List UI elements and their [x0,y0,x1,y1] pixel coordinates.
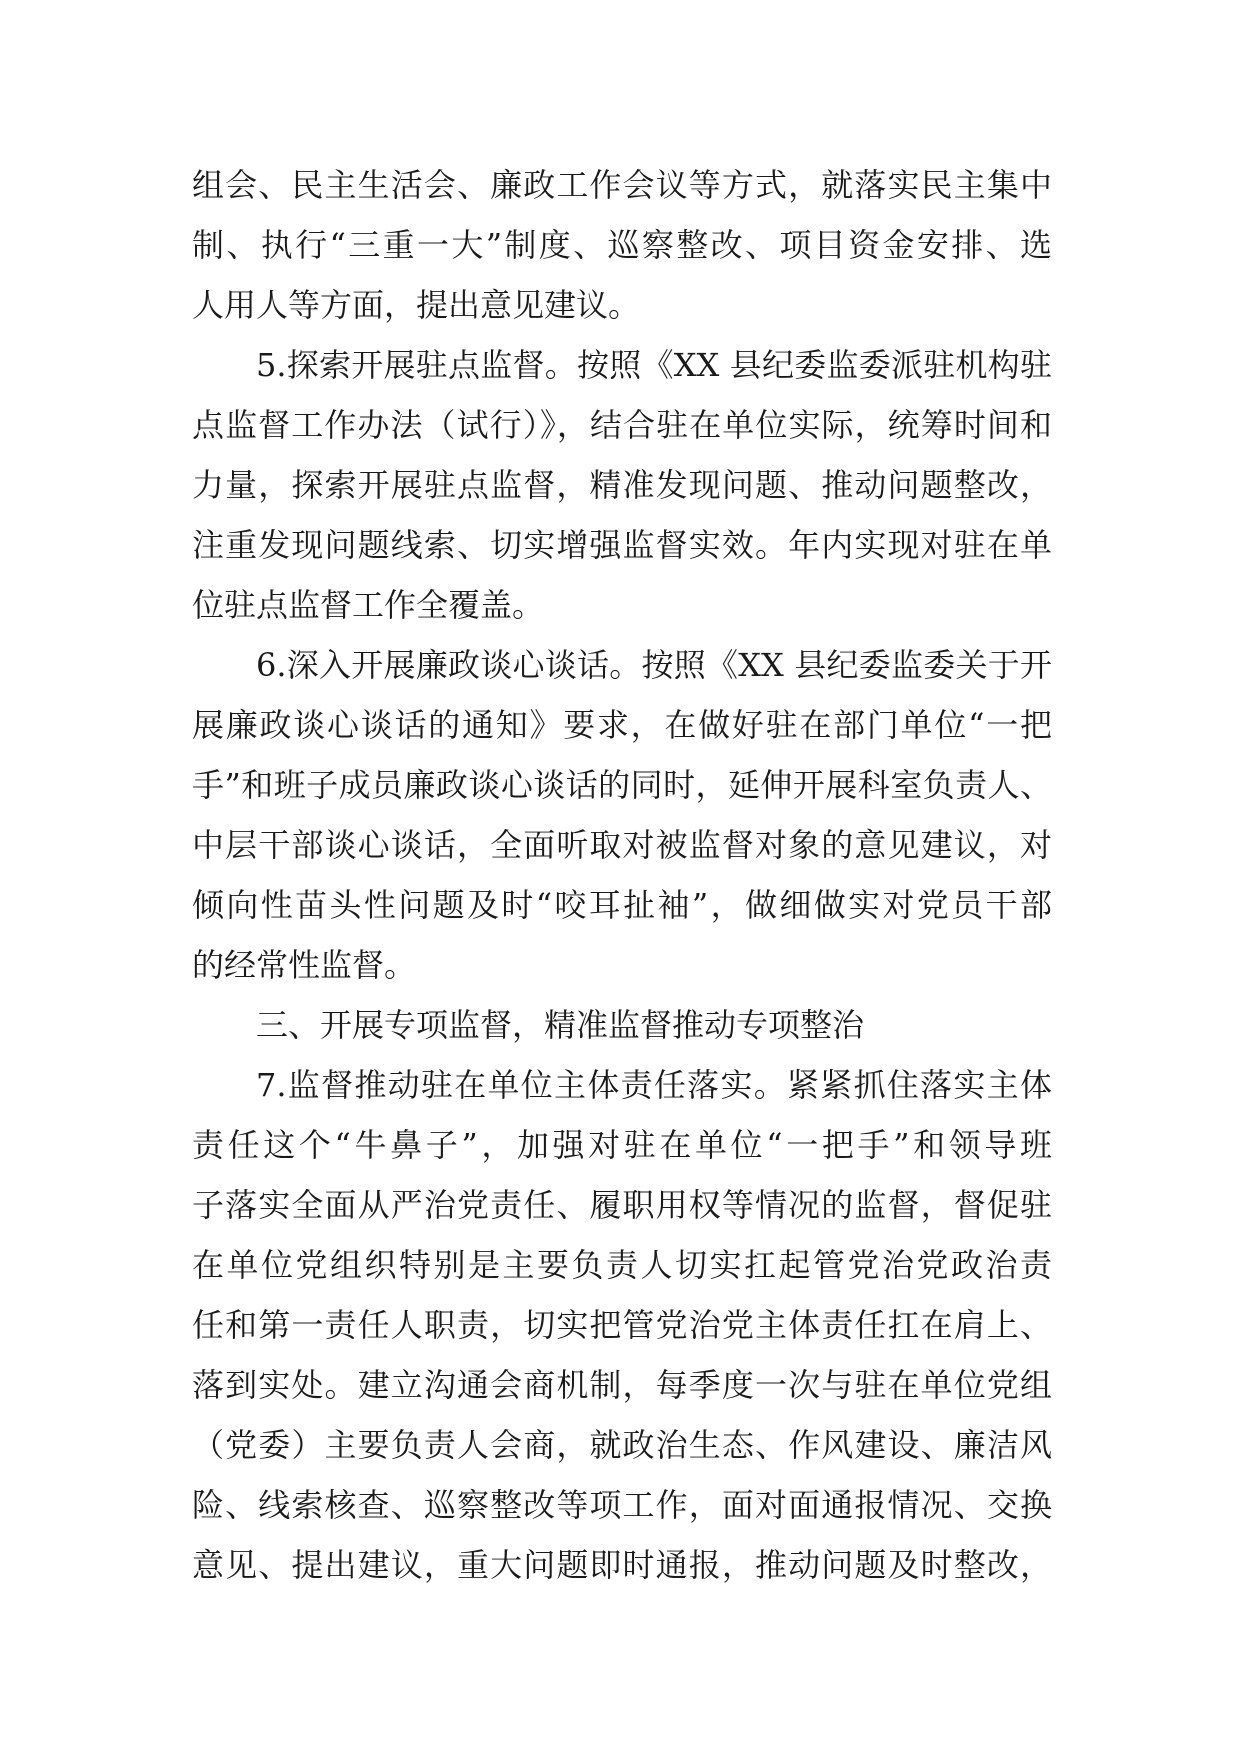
text-line: 责任这个“牛鼻子”，加强对驻在单位“一把手”和领导班 [192,1126,1052,1164]
text-line: 手”和班子成员廉政谈心谈话的同时，延伸开展科室负责人、 [192,766,1052,804]
text-line: 位驻点监督工作全覆盖。 [192,586,545,624]
paragraph-7-first-line: 7.监督推动驻在单位主体责任落实。紧紧抓住落实主体 [256,1066,1052,1104]
paragraph-6-first-line: 6.深入开展廉政谈心谈话。按照《XX 县纪委监委关于开 [256,646,1052,684]
text-line: 任和第一责任人职责，切实把管党治党主体责任扛在肩上、 [192,1306,1052,1344]
text-line: 倾向性苗头性问题及时“咬耳扯袖”，做细做实对党员干部 [192,886,1052,924]
text-line: 的经常性监督。 [192,946,417,984]
text-line: 子落实全面从严治党责任、履职用权等情况的监督，督促驻 [192,1186,1052,1224]
text-line: 点监督工作办法（试行）》，结合驻在单位实际，统筹时间和 [192,406,1052,444]
text-line: 在单位党组织特别是主要负责人切实扛起管党治党政治责 [192,1246,1052,1284]
text-line: 落到实处。建立沟通会商机制，每季度一次与驻在单位党组 [192,1366,1052,1404]
text-line: 制、执行“三重一大”制度、巡察整改、项目资金安排、选 [192,226,1052,264]
text-line: 力量，探索开展驻点监督，精准发现问题、推动问题整改， [192,466,1052,504]
text-line: 中层干部谈心谈话，全面听取对被监督对象的意见建议，对 [192,826,1052,864]
text-line: 注重发现问题线索、切实增强监督实效。年内实现对驻在单 [192,526,1052,564]
text-line: 展廉政谈心谈话的通知》要求，在做好驻在部门单位“一把 [192,706,1052,744]
text-line: 险、线索核查、巡察整改等项工作，面对面通报情况、交换 [192,1486,1052,1524]
text-line: （党委）主要负责人会商，就政治生态、作风建设、廉洁风 [192,1426,1052,1464]
text-line: 人用人等方面，提出意见建议。 [192,286,641,324]
section-heading: 三、开展专项监督，精准监督推动专项整治 [256,1006,865,1044]
paragraph-5-first-line: 5.探索开展驻点监督。按照《XX 县纪委监委派驻机构驻 [256,346,1052,384]
text-line: 组会、民主生活会、廉政工作会议等方式，就落实民主集中 [192,166,1052,204]
text-line: 意见、提出建议，重大问题即时通报，推动问题及时整改， [192,1546,1052,1584]
